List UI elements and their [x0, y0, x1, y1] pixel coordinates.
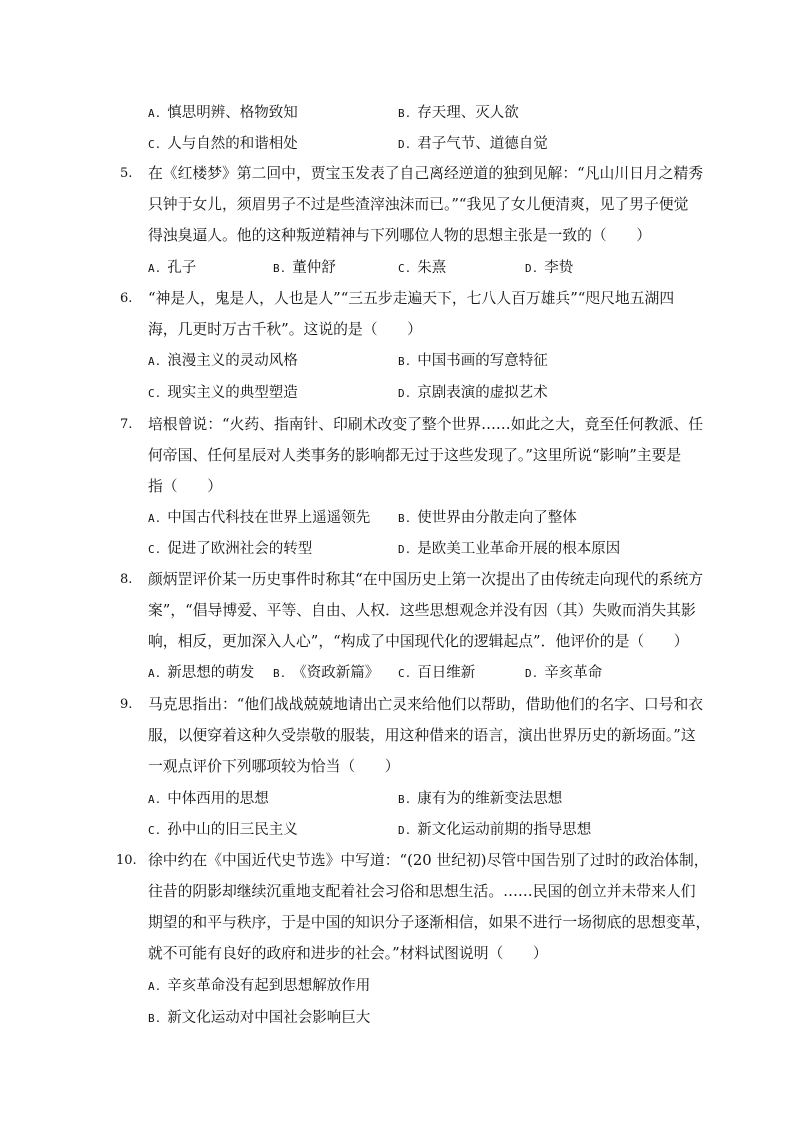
q8-number: 8. — [120, 572, 133, 587]
q6-option-d[interactable]: D. 京剧表演的虚拟艺术 — [398, 385, 548, 401]
q7-option-b[interactable]: B. 使世界由分散走向了整体 — [398, 510, 577, 526]
q5-stem-line1: 在《红楼梦》第二回中，贾宝玉发表了自己离经逆道的独到见解：“凡山川日月之精秀 — [148, 165, 704, 182]
q8-option-b[interactable]: B. 《资政新篇》 — [273, 665, 380, 681]
q5-stem-line3: 得浊臭逼人。他的这种叛逆精神与下列哪位人物的思想主张是一致的（ ） — [148, 227, 652, 244]
q7-option-a[interactable]: A. 中国古代科技在世界上遥遥领先 — [148, 510, 371, 526]
q8-option-a[interactable]: A. 新思想的萌发 — [148, 665, 255, 681]
q7-stem-line2: 何帝国、任何星辰对人类事务的影响都无过于这些发现了。”这里所说“影响”主要是 — [148, 447, 682, 464]
q10-option-a[interactable]: A. 辛亥革命没有起到思想解放作用 — [148, 978, 371, 994]
q9-option-b[interactable]: B. 康有为的维新变法思想 — [398, 791, 563, 807]
q9-option-c[interactable]: C. 孙中山的旧三民主义 — [148, 822, 298, 838]
q9-stem-line1: 马克思指出：“他们战战兢兢地请出亡灵来给他们以帮助，借助他们的名字、口号和衣 — [148, 696, 704, 713]
q4-option-b[interactable]: B. 存天理、灭人欲 — [398, 105, 519, 121]
q10-stem-line1: 徐中约在《中国近代史节选》中写道：“(20 世纪初)尽管中国告别了过时的政治体制， — [148, 852, 709, 869]
q6-stem-line1: “神是人，鬼是人，人也是人”“三五步走遍天下，七八人百万雄兵”“咫尺地五湖四 — [148, 290, 675, 307]
q5-number: 5. — [120, 166, 133, 181]
q9-stem-line3: 一观点评价下列哪项较为恰当（ ） — [148, 758, 400, 775]
q4-option-d[interactable]: D. 君子气节、道德自觉 — [398, 136, 548, 152]
q7-option-d[interactable]: D. 是欧美工业革命开展的根本原因 — [398, 541, 621, 557]
q4-option-c[interactable]: C. 人与自然的和谐相处 — [148, 136, 298, 152]
q8-stem-line1: 颜炳罡评价某一历史事件时称其“在中国历史上第一次提出了由传统走向现代的系统方 — [148, 571, 704, 588]
q9-number: 9. — [120, 697, 133, 712]
q8-option-c[interactable]: C. 百日维新 — [398, 665, 476, 681]
q10-option-b[interactable]: B. 新文化运动对中国社会影响巨大 — [148, 1010, 371, 1026]
q5-option-b[interactable]: B. 董仲舒 — [273, 260, 336, 276]
q8-option-d[interactable]: D. 辛亥革命 — [525, 665, 603, 681]
q6-option-c[interactable]: C. 现实主义的典型塑造 — [148, 385, 298, 401]
q5-option-c[interactable]: C. 朱熹 — [398, 260, 447, 276]
q6-option-a[interactable]: A. 浪漫主义的灵动风格 — [148, 353, 298, 369]
q10-stem-line2: 往昔的阴影却继续沉重地支配着社会习俗和思想生活。……民国的创立并未带来人们 — [148, 883, 696, 900]
q8-stem-line2: 案”，“倡导博爱、平等、自由、人权．这些思想观念并没有因（其）失败而消失其影 — [148, 602, 696, 619]
q10-stem-line4: 就不可能有良好的政府和进步的社会。”材料试图说明（ ） — [148, 945, 548, 962]
q7-number: 7. — [120, 417, 133, 432]
q5-option-d[interactable]: D. 李贽 — [525, 260, 574, 276]
q4-option-a[interactable]: A. 慎思明辨、格物致知 — [148, 105, 298, 121]
q7-stem-line3: 指（ ） — [148, 478, 222, 495]
q9-option-a[interactable]: A. 中体西用的思想 — [148, 791, 269, 807]
q6-option-b[interactable]: B. 中国书画的写意特征 — [398, 353, 548, 369]
q8-stem-line3: 响，相反，更加深入人心”，“构成了中国现代化的逻辑起点”．他评价的是（ ） — [148, 633, 689, 650]
q9-stem-line2: 服，以便穿着这种久受崇敬的服装，用这种借来的语言，演出世界历史的新场面。”这 — [148, 727, 696, 744]
q6-number: 6. — [120, 291, 133, 306]
q10-number: 10. — [116, 853, 137, 868]
q10-stem-line3: 期望的和平与秩序，于是中国的知识分子逐渐相信，如果不进行一场彻底的思想变革， — [148, 914, 711, 931]
q7-option-c[interactable]: C. 促进了欧洲社会的转型 — [148, 541, 313, 557]
q5-stem-line2: 只钟于女儿，须眉男子不过是些渣滓浊沫而已。”“我见了女儿便清爽，见了男子便觉 — [148, 196, 689, 213]
q5-option-a[interactable]: A. 孔子 — [148, 260, 197, 276]
q7-stem-line1: 培根曾说：“火药、指南针、印刷术改变了整个世界……如此之大，竟至任何教派、任 — [148, 416, 704, 433]
q6-stem-line2: 海，几更时万古千秋”。这说的是（ ） — [148, 321, 422, 338]
q9-option-d[interactable]: D. 新文化运动前期的指导思想 — [398, 822, 592, 838]
